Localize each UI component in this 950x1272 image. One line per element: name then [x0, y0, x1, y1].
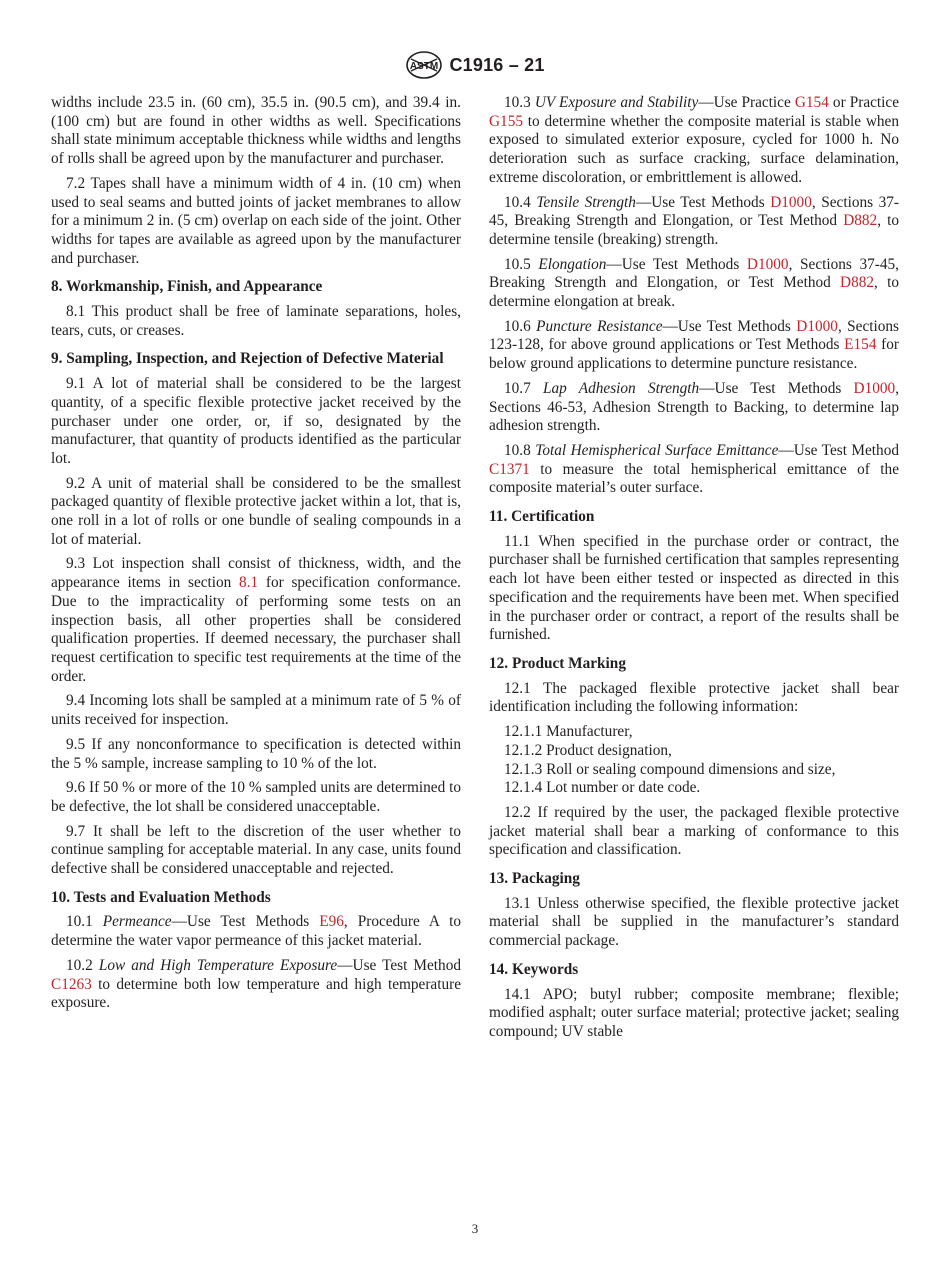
page-header	[0, 50, 950, 80]
paragraph-10-8: 10.8 Total Hemispherical Surface Emittance—Use Test Method C1371 to measure the total hemispherical emittance of the composite material’s outer surface.	[489, 441, 900, 497]
section-heading-13: 13. Packaging	[489, 870, 580, 888]
paragraph-10-2: 10.2 Low and High Temperature Exposure—Use Test Method C1263 to determine both low temperature and high temperature exposure.	[51, 956, 461, 1012]
paragraph-10-6: 10.6 Puncture Resistance—Use Test Methods D1000, Sections 123-128, for above ground applications or Test Methods E154 for below ground applications to determine puncture resistance.	[489, 317, 899, 373]
paragraph-10-4: 10.4 Tensile Strength—Use Test Methods D1000, Sections 37-45, Breaking Strength and Elongation, or Test Method D882, to determine tensile (breaking) strength.	[489, 193, 900, 248]
marking-list	[489, 723, 899, 798]
page-number: 3	[471, 1221, 479, 1236]
standard-link-e154[interactable]: E154	[844, 336, 877, 354]
right-column	[489, 94, 899, 1048]
paragraph-13-1: 13.1 Unless otherwise specified, the flexible protective jacket material shall be supplied in the manufacturer’s standard commercial package.	[489, 894, 899, 950]
standard-link-e96[interactable]: E96	[319, 913, 344, 931]
standard-link-d1000[interactable]: D1000	[770, 193, 812, 211]
section-link-8-1[interactable]: 8.1	[239, 574, 259, 592]
section-heading-12: 12. Product Marking	[489, 654, 626, 672]
standard-link-d1000[interactable]: D1000	[853, 379, 896, 397]
paragraph-9-4: 9.4 Incoming lots shall be sampled at a minimum rate of 5 % of units received for inspection.	[51, 692, 461, 729]
paragraph-12-2: 12.2 If required by the user, the packaged flexible protective jacket material shall bear a marking of conformance to this specification and classification.	[489, 803, 899, 859]
paragraph-7-1-continued: widths include 23.5 in. (60 cm), 35.5 in. (90.5 cm), and 39.4 in. (100 cm) but are found in other widths as well. Specifications shall state minimum acceptable thickness while widths and lengths of rolls shall be agreed upon by the manufacturer and purchaser.	[51, 94, 461, 168]
paragraph-14-1: 14.1 APO; butyl rubber; composite membrane; flexible; modified asphalt; outer surface material; protective jacket; sealing compound; UV stable	[489, 985, 899, 1040]
paragraph-9-1: 9.1 A lot of material shall be considered to be the largest quantity, of a specific flexible protective jacket received by the purchaser under one order, or, if so, designated by the manufacturer, that quantity of products identified as the particular lot.	[51, 375, 461, 467]
standard-designation: C1916 – 21	[449, 54, 545, 75]
section-heading-11: 11. Certification	[489, 508, 595, 526]
paragraph-9-2: 9.2 A unit of material shall be considered to be the smallest packaged quantity of flexible protective jacket within a lot, that is, one roll in a lot of rolls or one bundle of sealing compounds in a lot of material.	[51, 474, 461, 548]
paragraph-7-2: 7.2 Tapes shall have a minimum width of 4 in. (10 cm) when used to seal seams and butted joints of jacket membranes to allow for a minimum 2 in. (5 cm) overlap on each side of the joint. Other widths for tapes are available as agreed upon by the manufacturer and purchaser.	[51, 174, 461, 267]
section-heading-10: 10. Tests and Evaluation Methods	[51, 888, 271, 906]
list-item: 12.1.1 Manufacturer,	[504, 723, 633, 741]
paragraph-10-5: 10.5 Elongation—Use Test Methods D1000, Sections 37-45, Breaking Strength and Elongation, or Test Method D882, to determine elongation at break.	[489, 255, 900, 311]
paragraph-8-1: 8.1 This product shall be free of laminate separations, holes, tears, cuts, or creases.	[51, 303, 461, 339]
astm-logo-icon	[405, 50, 443, 80]
list-item: 12.1.4 Lot number or date code.	[504, 779, 701, 797]
section-heading-8: 8. Workmanship, Finish, and Appearance	[51, 278, 323, 296]
paragraph-12-1: 12.1 The packaged flexible protective jacket shall bear identification including the following information:	[489, 679, 899, 716]
paragraph-10-7: 10.7 Lap Adhesion Strength—Use Test Methods D1000, Sections 46-53, Adhesion Strength to Backing, to determine lap adhesion strength.	[489, 379, 900, 435]
standard-link-c1371[interactable]: C1371	[489, 460, 530, 478]
standard-link-c1263[interactable]: C1263	[51, 975, 92, 993]
standard-link-g154[interactable]: G154	[794, 94, 829, 111]
list-item: 12.1.2 Product designation,	[504, 741, 672, 759]
paragraph-9-6: 9.6 If 50 % or more of the 10 % sampled units are determined to be defective, the lot shall be considered unacceptable.	[51, 779, 461, 815]
standard-link-d1000[interactable]: D1000	[796, 317, 838, 335]
paragraph-9-7: 9.7 It shall be left to the discretion of the user whether to continue sampling for acceptable material. In any case, units found defective shall be considered unacceptable and rejected.	[51, 822, 461, 878]
standard-link-g155[interactable]: G155	[489, 112, 523, 130]
paragraph-10-1: 10.1 Permeance—Use Test Methods E96, Procedure A to determine the water vapor permeance of this jacket material.	[51, 913, 461, 950]
list-item: 12.1.3 Roll or sealing compound dimensions and size,	[504, 760, 836, 778]
paragraph-9-3: 9.3 Lot inspection shall consist of thickness, width, and the appearance items in section 8.1 for specification conformance. Due to the impracticality of performing some tests on an inspection basis, all other properties shall be considered qualification properties. If deemed necessary, the purchaser shall request certification to specific test requirements at the time of the order.	[51, 555, 461, 685]
section-heading-14: 14. Keywords	[489, 960, 579, 978]
standard-link-d1000[interactable]: D1000	[746, 255, 789, 273]
paragraph-9-5: 9.5 If any nonconformance to specification is detected within the 5 % sample, increase sampling to 10 % of the lot.	[51, 735, 461, 772]
logo-text: ASTM	[410, 61, 439, 72]
standard-link-d882[interactable]: D882	[843, 212, 878, 230]
section-heading-9: 9. Sampling, Inspection, and Rejection of Defective Material	[51, 350, 444, 368]
paragraph-10-3: 10.3 UV Exposure and Stability—Use Practice G154 or Practice G155 to determine whether the composite material is stable when exposed to simulated exterior exposure, cycled for 1000 h. No deterioration such as surface cracking, surface delamination, extreme discoloration, or embrittlement is allowed.	[489, 94, 899, 186]
standard-link-d882[interactable]: D882	[840, 274, 875, 292]
paragraph-11-1: 11.1 When specified in the purchase order or contract, the purchaser shall be furnished certification that samples representing each lot have been either tested or inspected as directed in this specification and the requirements have been met. When specified in the purchaser order or contract, a report of the results shall be furnished.	[489, 532, 899, 644]
left-column	[51, 94, 461, 1019]
